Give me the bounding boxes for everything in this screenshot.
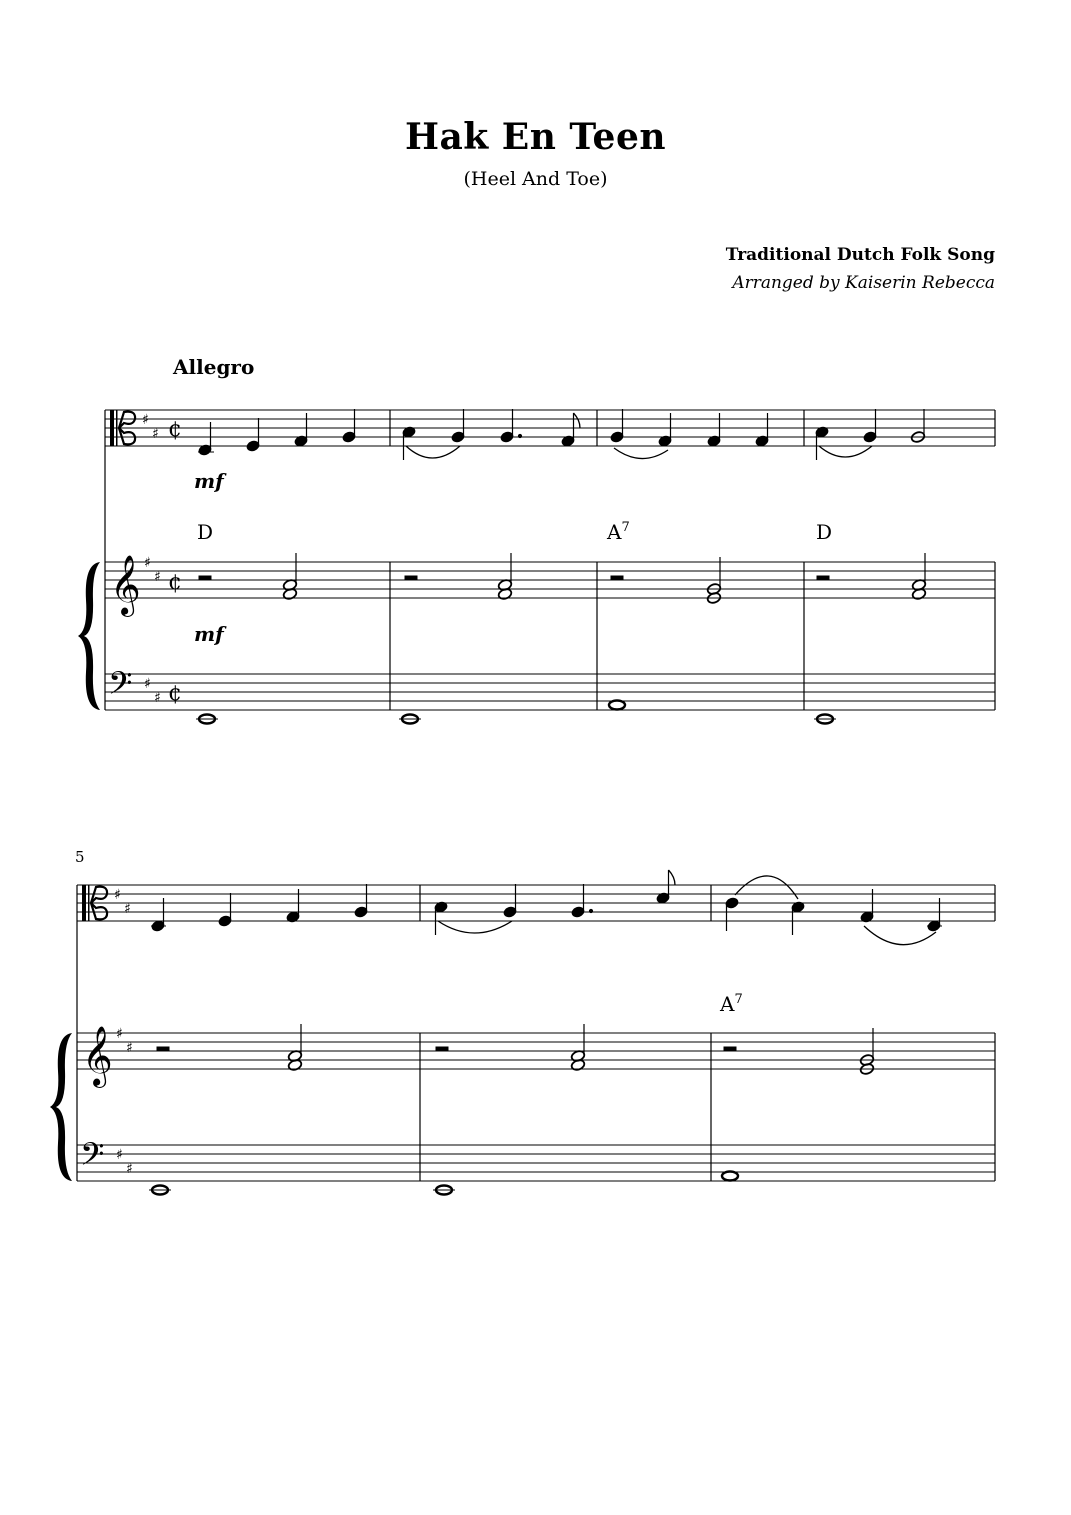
- chord-symbol: $A^7$: [720, 992, 743, 1016]
- score-title: Hak En Teen: [404, 116, 667, 158]
- measure-number: 5: [75, 848, 85, 866]
- composer-credit: Traditional Dutch Folk Song: [725, 245, 995, 265]
- svg-text:♯: ♯: [142, 412, 149, 428]
- svg-text:♯: ♯: [152, 426, 159, 442]
- viola-staff: [105, 410, 995, 446]
- svg-text:♯: ♯: [144, 555, 151, 571]
- svg-text:♯: ♯: [144, 676, 151, 692]
- system-2: [50, 870, 995, 1195]
- viola-dynamic: mf: [194, 469, 224, 493]
- tempo-marking: Allegro: [173, 355, 255, 379]
- piano-treble-staff: [77, 1033, 995, 1069]
- viola-notes-m4: [815, 409, 926, 460]
- svg-text:♯: ♯: [126, 1040, 133, 1056]
- piano-rh-notes: [199, 553, 927, 604]
- piano-treble-staff: [105, 562, 995, 598]
- cut-time-icon: ¢: [168, 417, 182, 442]
- svg-text:♯: ♯: [154, 569, 161, 585]
- viola-notes-m7: [725, 876, 942, 945]
- svg-text:♯: ♯: [154, 690, 161, 706]
- piano-brace-icon: [50, 1033, 72, 1181]
- bass-clef-icon: 𝄢: [80, 1136, 105, 1180]
- piano-bass-staff: [77, 1145, 995, 1181]
- piano-lh-notes: [196, 701, 836, 724]
- chord-symbol: $A^7$: [607, 520, 630, 544]
- viola-notes-m5: [151, 884, 368, 932]
- piano-rh-notes: [157, 1024, 875, 1075]
- viola-staff: [77, 885, 995, 921]
- cut-time-icon: ¢: [168, 681, 182, 706]
- treble-clef-icon: 𝄞: [110, 555, 141, 615]
- svg-text:♯: ♯: [116, 1026, 123, 1042]
- bass-clef-icon: 𝄢: [108, 665, 133, 709]
- svg-text:♯: ♯: [124, 901, 131, 917]
- svg-text:♯: ♯: [114, 887, 121, 903]
- chord-symbol: D: [816, 520, 833, 544]
- system-1: [78, 409, 995, 724]
- viola-notes-m1: [198, 409, 356, 456]
- svg-text:♯: ♯: [116, 1147, 123, 1163]
- piano-bass-staff: [105, 674, 995, 710]
- cut-time-icon: ¢: [168, 570, 182, 595]
- piano-brace-icon: [78, 562, 100, 710]
- piano-lh-notes: [149, 1172, 738, 1195]
- score-subtitle: (Heel And Toe): [463, 168, 608, 190]
- chord-symbol: D: [197, 520, 214, 544]
- viola-notes-m3: [610, 409, 769, 459]
- svg-text:♯: ♯: [126, 1161, 133, 1177]
- arranger-credit: Arranged by Kaiserin Rebecca: [732, 273, 995, 293]
- viola-notes-m2: [402, 409, 580, 460]
- piano-dynamic: mf: [194, 622, 224, 646]
- treble-clef-icon: 𝄞: [82, 1026, 113, 1086]
